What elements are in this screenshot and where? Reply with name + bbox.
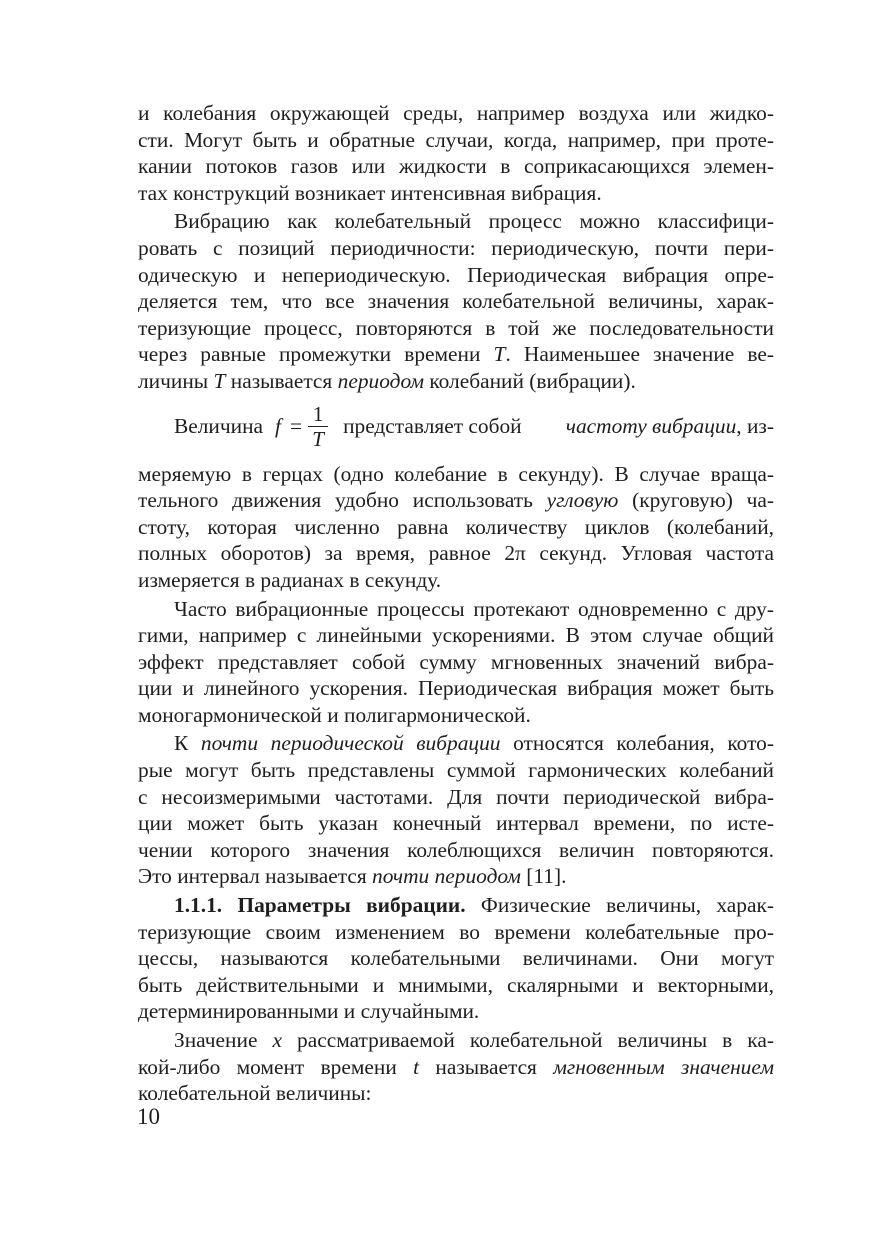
text-line: колебательной величины:	[138, 1081, 372, 1106]
text-line: рые могут быть представлены суммой гармонических колебаний	[138, 758, 774, 783]
text-line: и колебания окружающей среды, например воздуха или жидко-	[138, 101, 774, 125]
text-line: деляется тем, что все значения колебательной величины, харак-	[138, 289, 774, 314]
text-line: меряемую в герцах (одно колебание в секунду). В случае враща-	[138, 461, 774, 486]
text-line	[138, 368, 774, 395]
term-almost-period: почти периодом	[372, 864, 521, 889]
text-line	[138, 487, 774, 514]
text-run: Физические величины, харак-	[465, 893, 774, 918]
formula-lhs: f	[275, 414, 281, 439]
text-run: К	[174, 731, 201, 756]
text-run: . Наименьшее значение ве-	[505, 342, 774, 367]
text-line	[138, 730, 774, 757]
variable-T: T	[493, 342, 506, 367]
text-run: тельного движения удобно использовать	[138, 488, 547, 513]
text-run: личины	[138, 368, 214, 393]
text-line: моногармонической и полигармонической.	[138, 702, 531, 727]
citation: [11].	[520, 864, 567, 889]
text-run: рассматриваемой колебательной величины в ка-	[282, 1028, 774, 1052]
text-line: эффект представляет собой сумму мгновенных значений вибра-	[138, 649, 774, 674]
text-line: гими, например с линейными ускорениями. В этом случае общий	[138, 623, 774, 648]
text-line: сти. Могут быть и обратные случаи, когда, например, при проте-	[138, 127, 774, 152]
section-heading: 1.1.1. Параметры вибрации.	[174, 893, 466, 918]
formula-fraction	[308, 402, 328, 451]
term-almost-periodic-vibration: почти периодической вибрации	[200, 731, 501, 756]
term-period: периодом	[337, 368, 424, 393]
formula-line	[138, 399, 774, 455]
text-run: Это интервал называется	[138, 864, 373, 889]
paragraph-4	[138, 596, 774, 729]
text-line: теризующие своим изменением во времени колебательные про-	[138, 919, 774, 944]
text-line: теризующие процесс, повторяются в той же последовательности	[138, 315, 774, 340]
text-line	[138, 1054, 774, 1081]
paragraph-6	[138, 892, 774, 1025]
text-run: называется	[225, 368, 338, 393]
text-line: Вибрацию как колебательный процесс можно классифици-	[174, 209, 774, 234]
text-run: , из-	[736, 414, 774, 439]
text-run: (круговую) ча-	[618, 488, 774, 513]
term-frequency: частоту вибрации	[565, 414, 737, 439]
text-line: полных оборотов) за время, равное 2π секунд. Угловая частота	[138, 541, 774, 566]
body-text	[138, 100, 774, 1107]
text-run: относятся колебания, кото-	[500, 731, 774, 756]
text-line: ции может быть указан конечный интервал времени, по исте-	[138, 811, 774, 836]
formula-rest	[343, 413, 774, 440]
text-line: быть действительными и мнимыми, скалярными и векторными,	[138, 972, 774, 997]
paragraph-7	[138, 1027, 774, 1107]
text-run: кой-либо момент времени	[138, 1054, 414, 1079]
text-line: одическую и непериодическую. Периодическая вибрация опре-	[138, 262, 774, 287]
text-line: измеряется в радианах в секунду.	[138, 567, 442, 592]
paragraph-1	[138, 100, 774, 206]
text-run: представляет собой	[343, 414, 522, 439]
variable-x: x	[272, 1028, 282, 1052]
text-line: кании потоков газов или жидкости в соприкасающихся элемен-	[138, 154, 774, 179]
text-line: стоту, которая численно равна количеству циклов (колебаний,	[138, 514, 774, 539]
formula-equals: =	[289, 414, 303, 439]
text-run: называется	[419, 1054, 554, 1079]
text-line: ровать с позиций периодичности: периодическую, почти пери-	[138, 235, 774, 260]
paragraph-3	[138, 461, 774, 594]
text-line	[138, 892, 774, 919]
variable-t: t	[413, 1054, 420, 1079]
text-line: с несоизмеримыми частотами. Для почти периодической вибра-	[138, 784, 774, 809]
page-number: 10	[137, 1104, 160, 1129]
fraction-numerator: 1	[312, 401, 324, 426]
formula-lead: Величина	[174, 414, 264, 439]
text-line: чении которого значения колеблющихся величин повторяются.	[138, 837, 774, 862]
text-line	[138, 1027, 774, 1054]
text-line	[138, 341, 774, 368]
text-line: детерминированными и случайными.	[138, 999, 480, 1024]
text-line: тах конструкций возникает интенсивная вибрация.	[138, 180, 602, 205]
text-line: цессы, называются колебательными величинами. Они могут	[138, 946, 774, 971]
text-run: колебаний (вибрации).	[423, 368, 636, 393]
paragraph-2	[138, 208, 774, 394]
text-run: Значение	[174, 1028, 273, 1052]
text-line	[138, 863, 774, 890]
term-instantaneous-value: мгновенным значением	[553, 1054, 774, 1079]
variable-T: T	[213, 368, 226, 393]
text-run: через равные промежутки времени	[138, 342, 494, 367]
text-run	[566, 413, 774, 440]
fraction-denominator: T	[312, 427, 324, 452]
paragraph-5	[138, 730, 774, 890]
text-line: ции и линейного ускорения. Периодическая вибрация может быть	[138, 676, 774, 701]
text-line: Часто вибрационные процессы протекают одновременно с дру-	[174, 596, 774, 621]
term-angular: угловую	[546, 488, 619, 513]
